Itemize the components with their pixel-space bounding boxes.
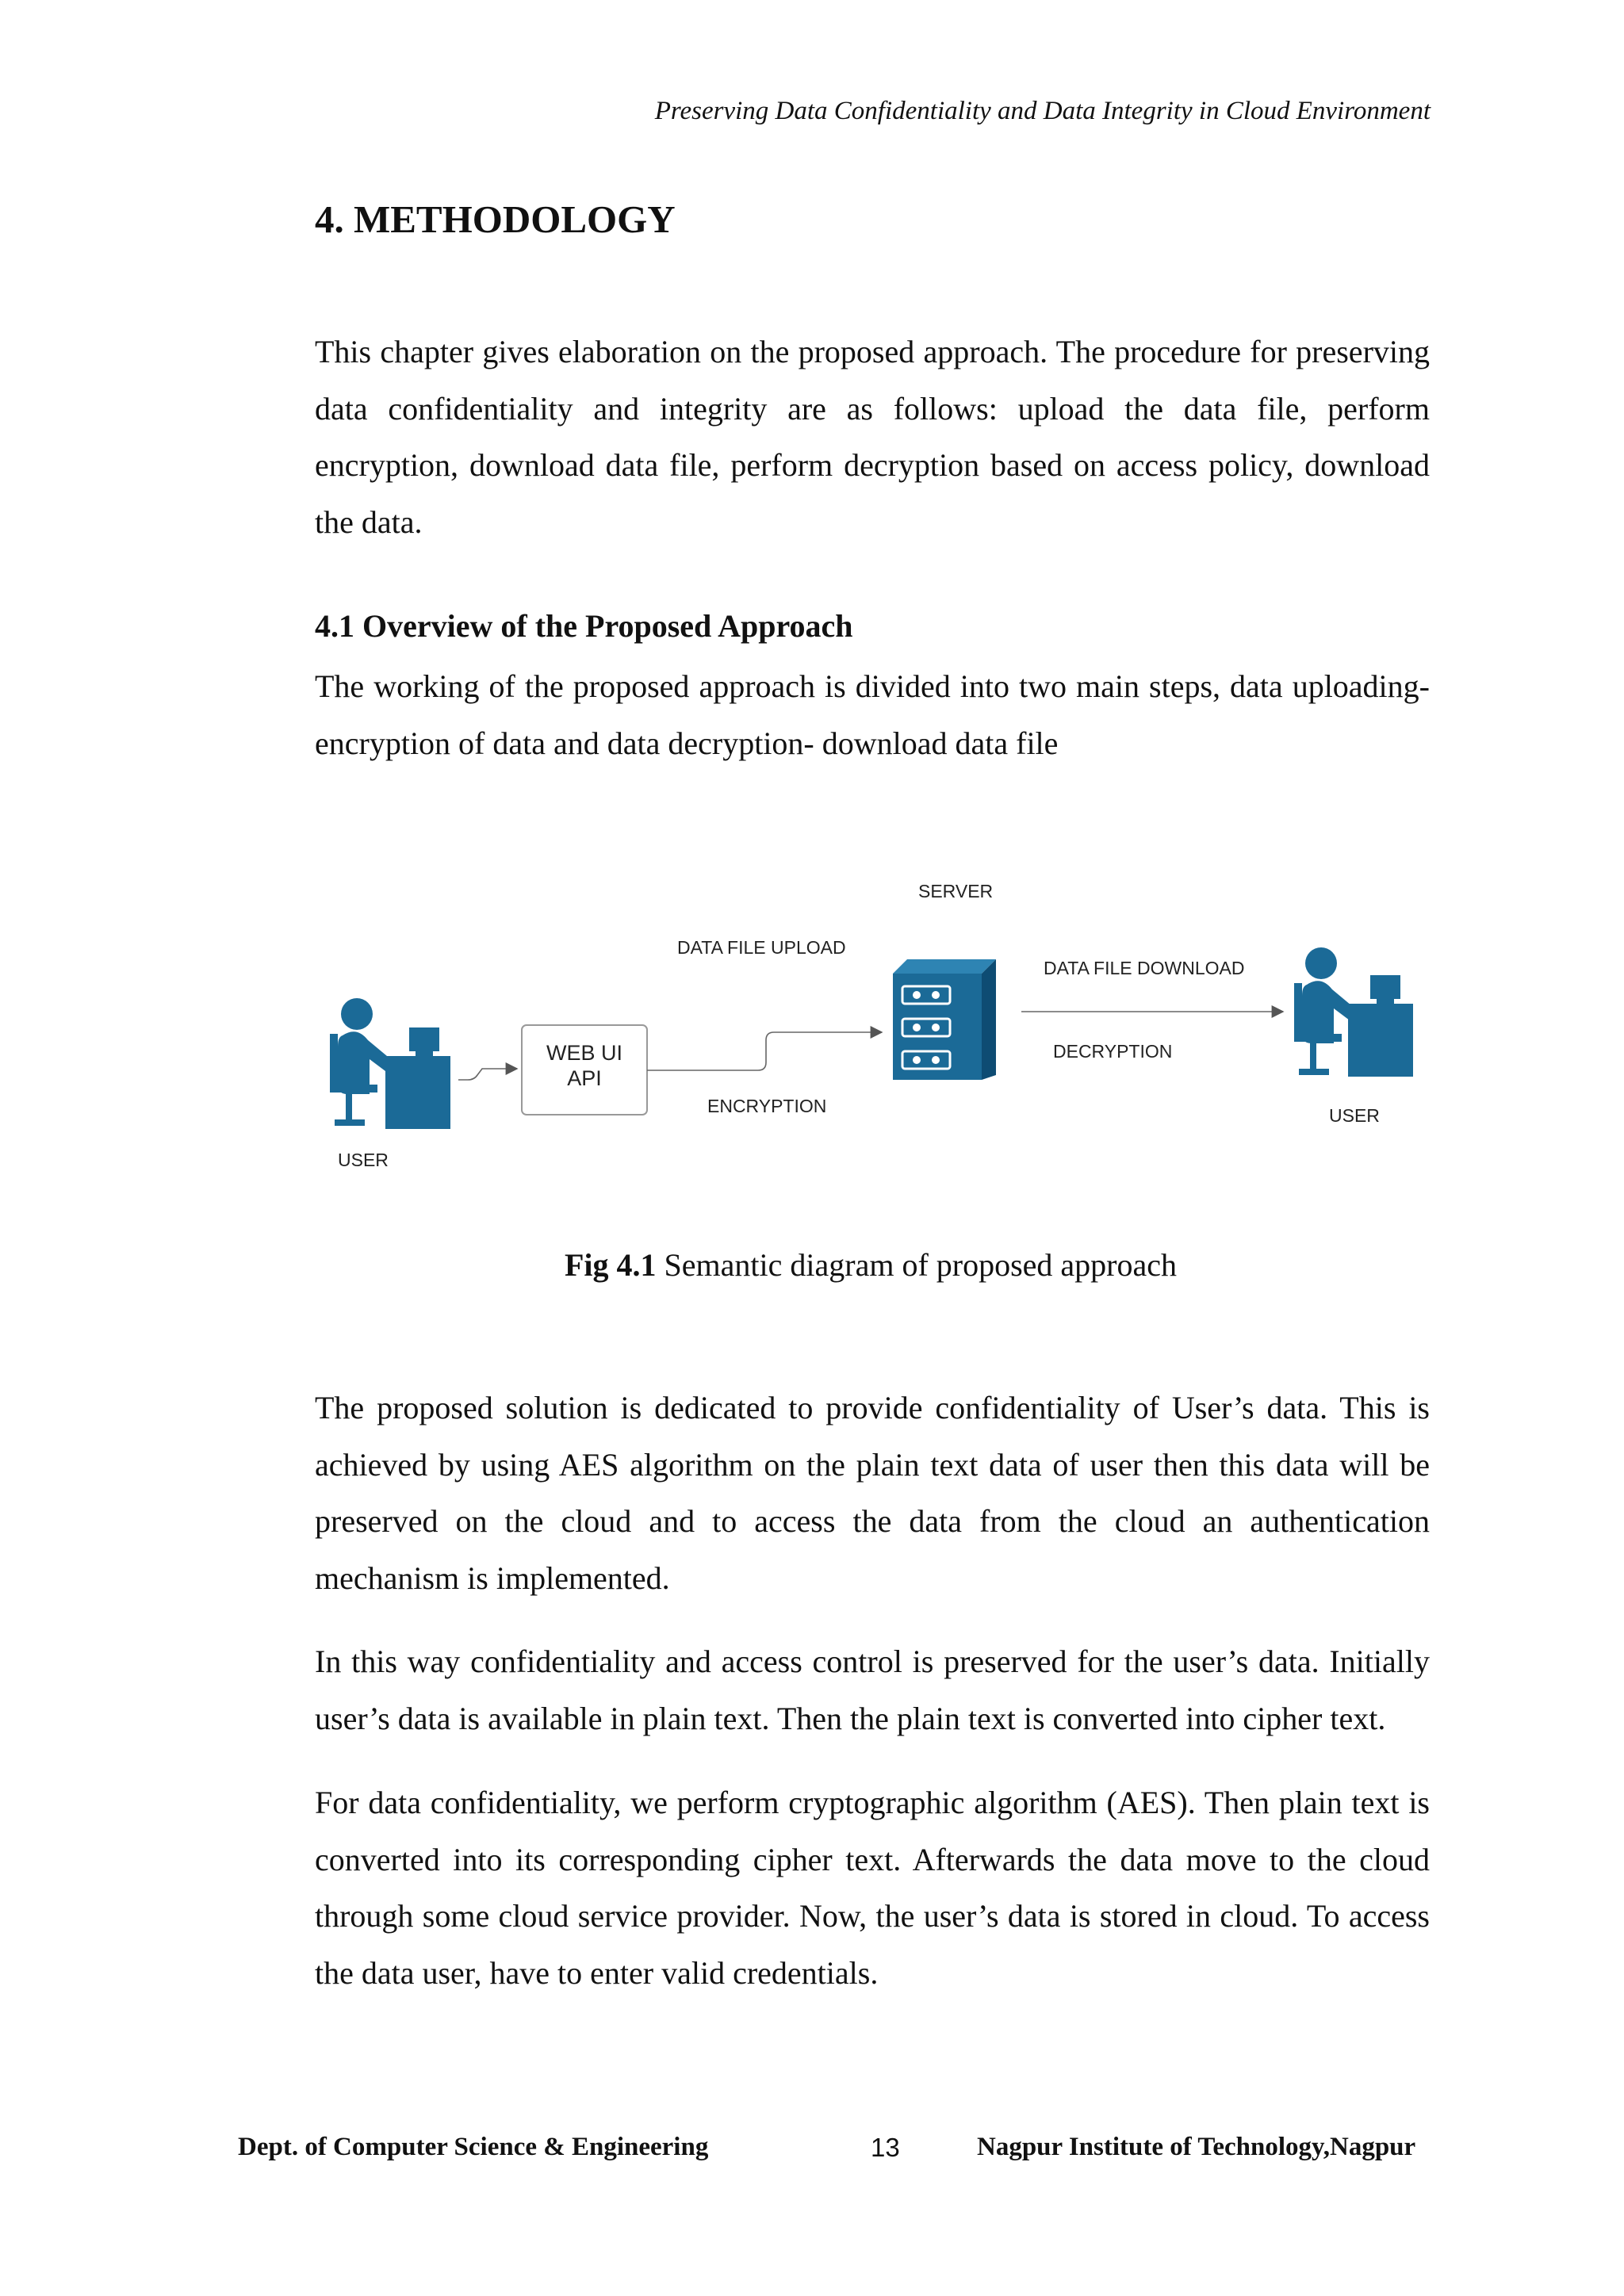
- diagram-graphics: [317, 856, 1435, 1181]
- webui-label-line1: WEB UI: [546, 1041, 622, 1065]
- section-title: 4.1 Overview of the Proposed Approach: [315, 608, 853, 644]
- system-diagram: [317, 856, 1435, 1181]
- webui-to-server-arrow: [647, 1032, 882, 1070]
- user-right-label: USER: [1329, 1105, 1380, 1126]
- webui-label-line2: API: [567, 1066, 602, 1090]
- encryption-label: ENCRYPTION: [707, 1096, 827, 1116]
- data-file-upload-label: DATA FILE UPLOAD: [677, 937, 846, 958]
- chapter-intro-paragraph: This chapter gives elaboration on the proposed approach. The procedure for preserving data confidentiality and integrity are as follows: upload the data file, perform encryption, download data file, perform decryption based on access policy, download the data.: [315, 334, 1430, 540]
- server-icon: [893, 959, 996, 1080]
- footer-department: Dept. of Computer Science & Engineering: [238, 2133, 709, 2161]
- page-number: 13: [871, 2133, 900, 2162]
- body-paragraph-1: The proposed solution is dedicated to provide confidentiality of User’s data. This is achieved by using AES algorithm on the plain text data of user then this data will be preserved on the cloud and to access the data from the cloud an authentication mechanism is implemented.: [315, 1390, 1430, 1596]
- user-left-label: USER: [338, 1150, 389, 1170]
- data-file-download-label: DATA FILE DOWNLOAD: [1044, 958, 1245, 978]
- figure-caption: [0, 1246, 1624, 1284]
- figure-caption-text: Semantic diagram of proposed approach: [656, 1247, 1177, 1283]
- webui-api-label: [522, 1040, 647, 1091]
- figure-caption-number: Fig 4.1: [565, 1247, 657, 1283]
- decryption-label: DECRYPTION: [1053, 1041, 1173, 1062]
- running-header: Preserving Data Confidentiality and Data Integrity in Cloud Environment: [654, 97, 1431, 125]
- server-label: SERVER: [918, 881, 994, 901]
- user-left-icon: [330, 998, 450, 1129]
- user-right-icon: [1294, 947, 1413, 1077]
- body-paragraph-2: In this way confidentiality and access control is preserved for the user’s data. Initially user’s data is available in plain text. Then the plain text is converted into cipher text.: [315, 1644, 1430, 1736]
- user-to-webui-arrow: [458, 1069, 517, 1080]
- footer-institute: Nagpur Institute of Technology,Nagpur: [977, 2133, 1416, 2161]
- chapter-title: 4. METHODOLOGY: [315, 197, 676, 241]
- section-intro-paragraph: The working of the proposed approach is divided into two main steps, data uploading-encryption of data and data decryption- download data file: [315, 668, 1430, 761]
- body-paragraph-3: For data confidentiality, we perform cryptographic algorithm (AES). Then plain text is converted into its corresponding cipher text. Afterwards the data move to the cloud through some cloud service provider. Now, the user’s data is stored in cloud. To access the data user, have to enter valid credentials.: [315, 1785, 1430, 1991]
